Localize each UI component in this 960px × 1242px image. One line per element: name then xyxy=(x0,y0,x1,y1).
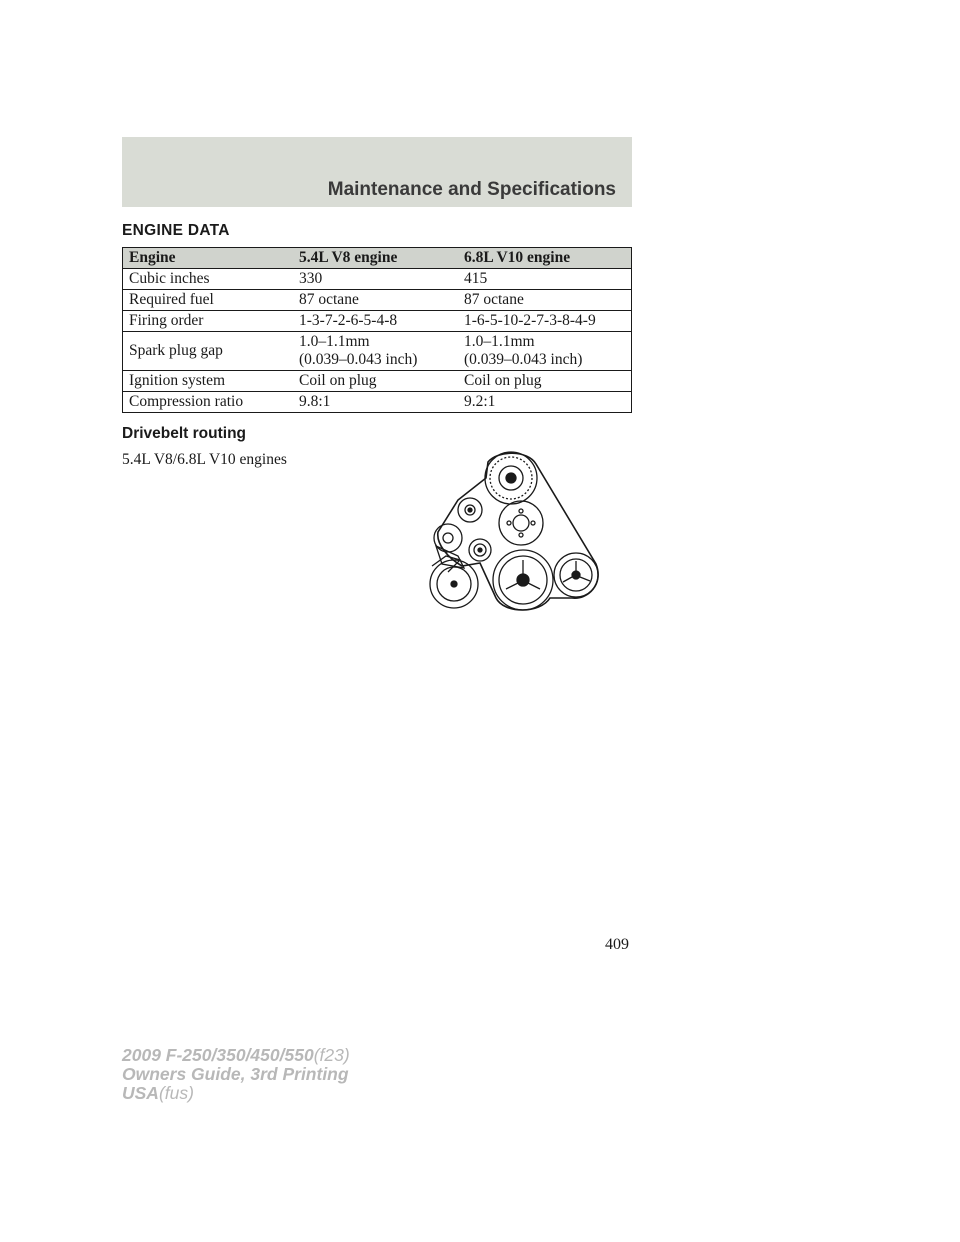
drivebelt-engines-label: 5.4L V8/6.8L V10 engines xyxy=(122,451,287,468)
footer-model-code: (f23) xyxy=(313,1045,350,1065)
column-header: 5.4L V8 engine xyxy=(293,248,458,269)
v8-value xyxy=(293,332,458,371)
v10-value: 1-6-5-10-2-7-3-8-4-9 xyxy=(458,311,632,332)
engine-data-heading: ENGINE DATA xyxy=(122,222,230,239)
v8-value-line2: (0.039–0.043 inch) xyxy=(299,351,418,368)
row-label: Firing order xyxy=(123,311,294,332)
column-header: 6.8L V10 engine xyxy=(458,248,632,269)
row-label: Compression ratio xyxy=(123,392,294,413)
footer-market-code: (fus) xyxy=(158,1083,194,1103)
v10-value: 87 octane xyxy=(458,290,632,311)
v10-value: Coil on plug xyxy=(458,371,632,392)
table-row xyxy=(123,371,632,392)
v10-value: 9.2:1 xyxy=(458,392,632,413)
footer-line-1 xyxy=(122,1046,350,1065)
footer-print-info xyxy=(122,1046,350,1103)
v8-value: 330 xyxy=(293,269,458,290)
footer-line-2: Owners Guide, 3rd Printing xyxy=(122,1064,349,1084)
table-row xyxy=(123,332,632,371)
row-label: Ignition system xyxy=(123,371,294,392)
v10-value-line1: 1.0–1.1mm xyxy=(464,333,535,350)
table-row xyxy=(123,269,632,290)
table-row xyxy=(123,392,632,413)
v8-value-line1: 1.0–1.1mm xyxy=(299,333,370,350)
row-label: Required fuel xyxy=(123,290,294,311)
row-label: Spark plug gap xyxy=(123,332,294,371)
engine-data-table xyxy=(122,247,632,413)
v10-value: 415 xyxy=(458,269,632,290)
v8-value: 87 octane xyxy=(293,290,458,311)
v10-value xyxy=(458,332,632,371)
v8-value: Coil on plug xyxy=(293,371,458,392)
v8-value: 1-3-7-2-6-5-4-8 xyxy=(293,311,458,332)
table-row xyxy=(123,290,632,311)
table-row xyxy=(123,311,632,332)
footer-line-3 xyxy=(122,1084,350,1103)
table-header-row xyxy=(123,248,632,269)
drivebelt-heading: Drivebelt routing xyxy=(122,425,247,442)
footer-market: USA xyxy=(122,1083,159,1103)
section-header-band xyxy=(122,137,632,207)
footer-model: 2009 F-250/350/450/550 xyxy=(122,1045,314,1065)
column-header: Engine xyxy=(123,248,294,269)
page-number: 409 xyxy=(605,936,629,953)
v10-value-line2: (0.039–0.043 inch) xyxy=(464,351,583,368)
section-title: Maintenance and Specifications xyxy=(327,179,616,200)
drivebelt-routing-diagram-icon xyxy=(418,448,610,614)
row-label: Cubic inches xyxy=(123,269,294,290)
v8-value: 9.8:1 xyxy=(293,392,458,413)
